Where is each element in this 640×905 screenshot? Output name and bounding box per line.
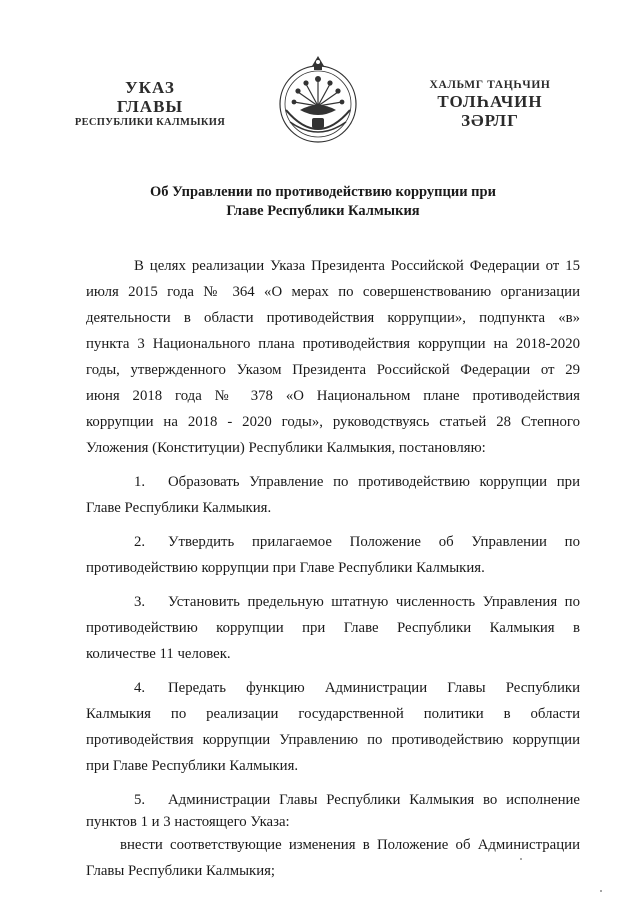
list-item — [86, 787, 580, 832]
list-item — [86, 589, 580, 667]
coat-of-arms-icon — [272, 52, 364, 148]
sub-item-text: Главы Республики Калмыкия; — [86, 863, 276, 879]
scan-speck — [520, 858, 522, 860]
decree-title — [90, 183, 556, 221]
item-text: количестве 11 человек. — [86, 646, 231, 662]
preamble-line: деятельности в области противодействия коррупции», подпункта «в» — [86, 310, 580, 326]
item-text: Передать функцию Администрации Главы Республики — [168, 680, 580, 696]
header-left-line1: УКАЗ — [125, 78, 175, 97]
item-text: противодействию коррупции при Главе Республики Калмыкия. — [86, 560, 485, 576]
item-number: 5. — [134, 792, 146, 808]
item-number: 1. — [134, 474, 146, 490]
title-line2: Главе Республики Калмыкия — [226, 203, 420, 219]
item-number: 2. — [134, 534, 146, 550]
item-text: противодействию коррупции при Главе Республики Калмыкия в — [86, 620, 580, 636]
item-text: противодействия коррупции Управлению по противодействию коррупции — [86, 732, 580, 748]
item-text: Утвердить прилагаемое Положение об Управлении по — [168, 534, 580, 550]
item-text: Образовать Управление по противодействию коррупции при — [168, 474, 580, 490]
item-number: 4. — [134, 680, 146, 696]
preamble-line: июля 2015 года № 364 «О мерах по совершенствованию организации — [86, 284, 580, 300]
title-line1: Об Управлении по противодействию коррупции при — [150, 184, 496, 200]
scan-speck — [600, 890, 602, 892]
preamble-line: В целях реализации Указа Президента Российской Федерации от 15 — [134, 258, 580, 274]
decree-body — [86, 253, 580, 884]
preamble-line: июня 2018 года № 378 «О Национальном плане противодействия — [86, 388, 580, 404]
preamble-line: пункта 3 Национального плана противодействия коррупции на 2018-2020 — [86, 336, 580, 352]
item-number: 3. — [134, 594, 146, 610]
list-item — [86, 529, 580, 581]
header-right-line1: ХАЛЬМГ ТАҢҺЧИН — [429, 79, 551, 91]
list-item — [86, 675, 580, 779]
decree-header-russian — [60, 78, 240, 130]
item-text: Администрации Главы Республики Калмыкия во исполнение — [168, 792, 580, 808]
header-left-line3: РЕСПУБЛИКИ КАЛМЫКИЯ — [74, 117, 226, 128]
item-text: Калмыкия по реализации государственной политики в области — [86, 706, 580, 722]
header-left-line2: ГЛАВЫ — [116, 97, 184, 116]
header-right-line2: ТОЛҺАЧИН — [437, 92, 543, 111]
preamble-line: годы, утвержденного Указом Президента Российской Федерации от 29 — [86, 362, 580, 378]
sub-item — [86, 832, 580, 884]
preamble-line: Уложения (Конституции) Республики Калмыкия, постановляю: — [86, 440, 486, 456]
item-text: пунктов 1 и 3 настоящего Указа: — [86, 814, 290, 830]
list-item — [86, 469, 580, 521]
decree-header-kalmyk — [395, 78, 585, 130]
preamble-paragraph — [86, 253, 580, 461]
preamble-line: коррупции на 2018 - 2020 годы», руководствуясь статьей 28 Степного — [86, 414, 580, 430]
header-right-line3: ЗӘРЛГ — [461, 111, 519, 130]
item-text: Главе Республики Калмыкия. — [86, 500, 272, 516]
item-text: при Главе Республики Калмыкия. — [86, 758, 299, 774]
item-text: Установить предельную штатную численность Управления по — [168, 594, 580, 610]
sub-item-text: внести соответствующие изменения в Положение об Администрации — [120, 837, 580, 853]
